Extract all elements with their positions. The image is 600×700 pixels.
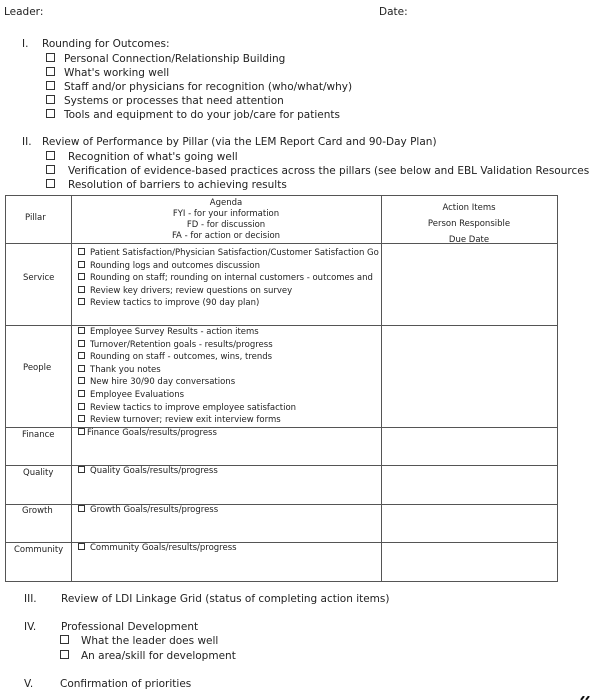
checkbox-icon bbox=[60, 635, 69, 644]
section-1-item: Personal Connection/Relationship Building bbox=[46, 53, 285, 65]
section-5-title: Confirmation of priorities bbox=[60, 678, 192, 690]
checkbox-icon bbox=[46, 95, 55, 104]
leader-label: Leader: bbox=[4, 6, 44, 18]
checkbox-icon bbox=[78, 327, 85, 334]
checkbox-icon bbox=[78, 505, 85, 512]
agenda-item: Review tactics to improve employee satisfaction bbox=[78, 402, 381, 415]
section-4-item: An area/skill for development bbox=[60, 650, 236, 662]
agenda-item: Community Goals/results/progress bbox=[78, 542, 381, 555]
quality-agenda-list bbox=[78, 465, 381, 478]
pillar-community: Community bbox=[14, 545, 64, 555]
page-mark-icon bbox=[580, 696, 594, 700]
checkbox-icon bbox=[78, 340, 85, 347]
agenda-item: Rounding on staff - outcomes, wins, trends bbox=[78, 351, 381, 364]
finance-agenda-list bbox=[78, 427, 381, 440]
section-1-item: Systems or processes that need attention bbox=[46, 95, 284, 107]
checkbox-icon bbox=[46, 67, 55, 76]
checkbox-icon bbox=[46, 151, 55, 160]
action-items-column-header: Action Items Person Responsible Due Date bbox=[427, 203, 511, 245]
section-5-numeral: V. bbox=[24, 678, 34, 690]
section-2-numeral: II. bbox=[22, 136, 32, 148]
agenda-item: Rounding on staff; rounding on internal customers - outcomes and bbox=[78, 272, 381, 285]
checkbox-icon bbox=[60, 650, 69, 659]
service-agenda-list bbox=[78, 247, 381, 310]
section-1-item: What's working well bbox=[46, 67, 169, 79]
section-3-title: Review of LDI Linkage Grid (status of completing action items) bbox=[61, 593, 390, 605]
agenda-item: Quality Goals/results/progress bbox=[78, 465, 381, 478]
section-1-item: Staff and/or physicians for recognition (who/what/why) bbox=[46, 81, 352, 93]
growth-agenda-list bbox=[78, 504, 381, 517]
checkbox-icon bbox=[78, 273, 85, 280]
agenda-item: New hire 30/90 day conversations bbox=[78, 376, 381, 389]
checkbox-icon bbox=[46, 53, 55, 62]
checkbox-icon bbox=[46, 165, 55, 174]
agenda-item: Review tactics to improve (90 day plan) bbox=[78, 297, 381, 310]
agenda-item: Review key drivers; review questions on survey bbox=[78, 285, 381, 298]
checkbox-icon bbox=[78, 415, 85, 422]
checkbox-icon bbox=[46, 109, 55, 118]
section-2-item: Resolution of barriers to achieving results bbox=[46, 179, 287, 191]
agenda-item: Employee Survey Results - action items bbox=[78, 326, 381, 339]
section-2-title: Review of Performance by Pillar (via the LEM Report Card and 90-Day Plan) bbox=[42, 136, 437, 148]
checkbox-icon bbox=[46, 179, 55, 188]
checkbox-icon bbox=[78, 466, 85, 473]
checkbox-icon bbox=[78, 298, 85, 305]
section-1-item: Tools and equipment to do your job/care for patients bbox=[46, 109, 340, 121]
agenda-item: Growth Goals/results/progress bbox=[78, 504, 381, 517]
section-4-title: Professional Development bbox=[61, 621, 199, 633]
agenda-item: Review turnover; review exit interview forms bbox=[78, 414, 381, 427]
checkbox-icon bbox=[78, 403, 85, 410]
agenda-column-header: Agenda FYI - for your information FD - for discussion FA - for action or decision bbox=[171, 198, 281, 241]
agenda-item: Thank you notes bbox=[78, 364, 381, 377]
pillar-table bbox=[5, 195, 558, 582]
pillar-quality: Quality bbox=[23, 468, 54, 478]
people-agenda-list bbox=[78, 326, 381, 427]
checkbox-icon bbox=[46, 81, 55, 90]
checkbox-icon bbox=[78, 248, 85, 255]
date-label: Date: bbox=[379, 6, 408, 18]
checkbox-icon bbox=[78, 543, 85, 550]
section-1-title: Rounding for Outcomes: bbox=[42, 38, 170, 50]
pillar-column-header: Pillar bbox=[25, 213, 46, 223]
section-3-numeral: III. bbox=[24, 593, 37, 605]
section-4-item: What the leader does well bbox=[60, 635, 218, 647]
section-2-item: Recognition of what's going well bbox=[46, 151, 238, 163]
checkbox-icon bbox=[78, 286, 85, 293]
agenda-item: Patient Satisfaction/Physician Satisfaction/Customer Satisfaction Go bbox=[78, 247, 381, 260]
agenda-item: Employee Evaluations bbox=[78, 389, 381, 402]
agenda-item: Finance Goals/results/progress bbox=[78, 427, 381, 440]
section-1-numeral: I. bbox=[22, 38, 29, 50]
pillar-people: People bbox=[23, 363, 52, 373]
pillar-growth: Growth bbox=[22, 506, 53, 516]
checkbox-icon bbox=[78, 365, 85, 372]
pillar-service: Service bbox=[23, 273, 55, 283]
checkbox-icon bbox=[78, 390, 85, 397]
section-4-numeral: IV. bbox=[24, 621, 37, 633]
checkbox-icon bbox=[78, 261, 85, 268]
checkbox-icon bbox=[78, 377, 85, 384]
checkbox-icon bbox=[78, 428, 85, 435]
pillar-finance: Finance bbox=[22, 430, 55, 440]
checkbox-icon bbox=[78, 352, 85, 359]
community-agenda-list bbox=[78, 542, 381, 555]
agenda-item: Rounding logs and outcomes discussion bbox=[78, 260, 381, 273]
section-2-item: Verification of evidence-based practices across the pillars (see below and EBL Validation Resources bbox=[46, 165, 589, 177]
agenda-item: Turnover/Retention goals - results/progress bbox=[78, 339, 381, 352]
